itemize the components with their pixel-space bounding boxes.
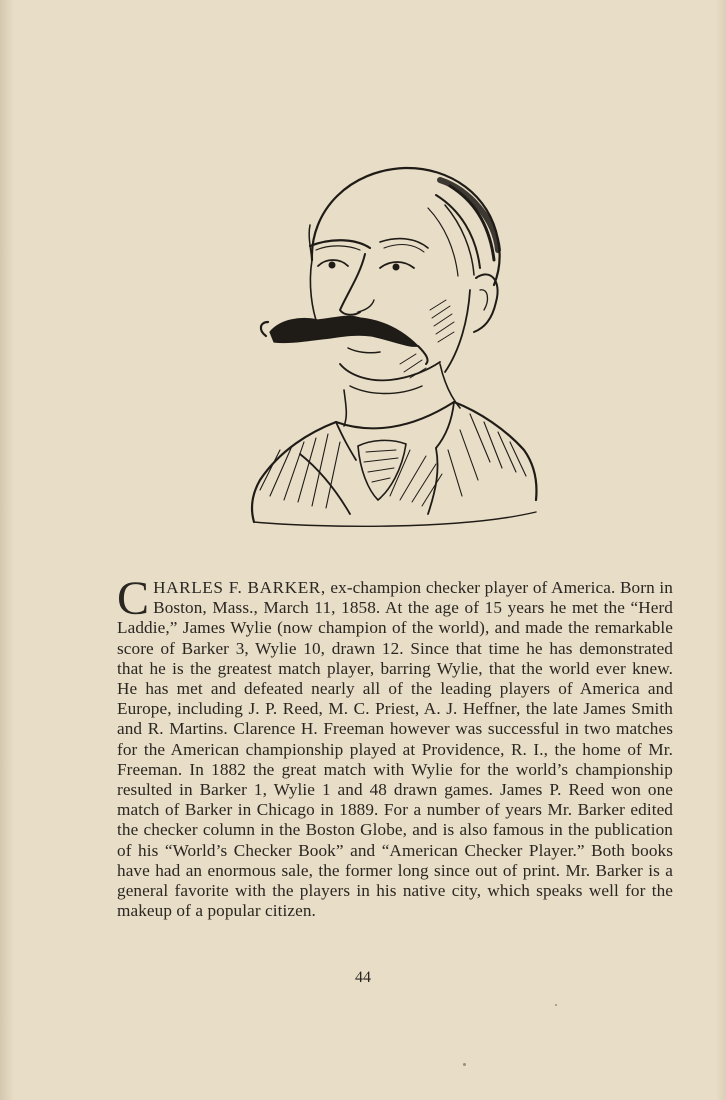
page-number: 44 [355, 969, 371, 986]
paper-speck [555, 1004, 557, 1006]
name-lead: HARLES F. BARKER, [153, 578, 326, 597]
paper-speck [463, 1063, 466, 1066]
portrait-illustration [240, 150, 540, 530]
portrait-engraving-icon [240, 150, 540, 530]
biography-paragraph [117, 572, 673, 921]
biography-text: ex-champion checker player of America. Born in Boston, Mass., March 11, 1858. At the age of 15 years he met the “Herd Laddie,” James Wylie (now champion of the world), and made the remarkable score of Barker 3, Wylie 10, drawn 12. Since that time he has demonstrated that he is the greatest match player, barring Wylie, that the world ever knew. He has met and defeated nearly all of the leading players of America and Europe, including J. P. Reed, M. C. Priest, A. J. Heffner, the late James Smith and R. Martins. Clarence H. Freeman however was successful in two matches for the American championship played at Providence, R. I., the home of Mr. Freeman. In 1882 the great match with Wylie for the world’s championship resulted in Barker 1, Wylie 1 and 48 drawn games. James P. Reed won one match of Barker in Chicago in 1889. For a number of years Mr. Barker edited the checker column in the Boston Globe, and is also famous in the publication of his “World’s Checker Book” and “American Checker Player.” Both books have had an enormous sale, the former long since out of print. Mr. Barker is a general favorite with the players in his native city, which speaks well for the makeup of a popular citizen. [117, 578, 673, 921]
drop-cap: C [117, 572, 150, 625]
